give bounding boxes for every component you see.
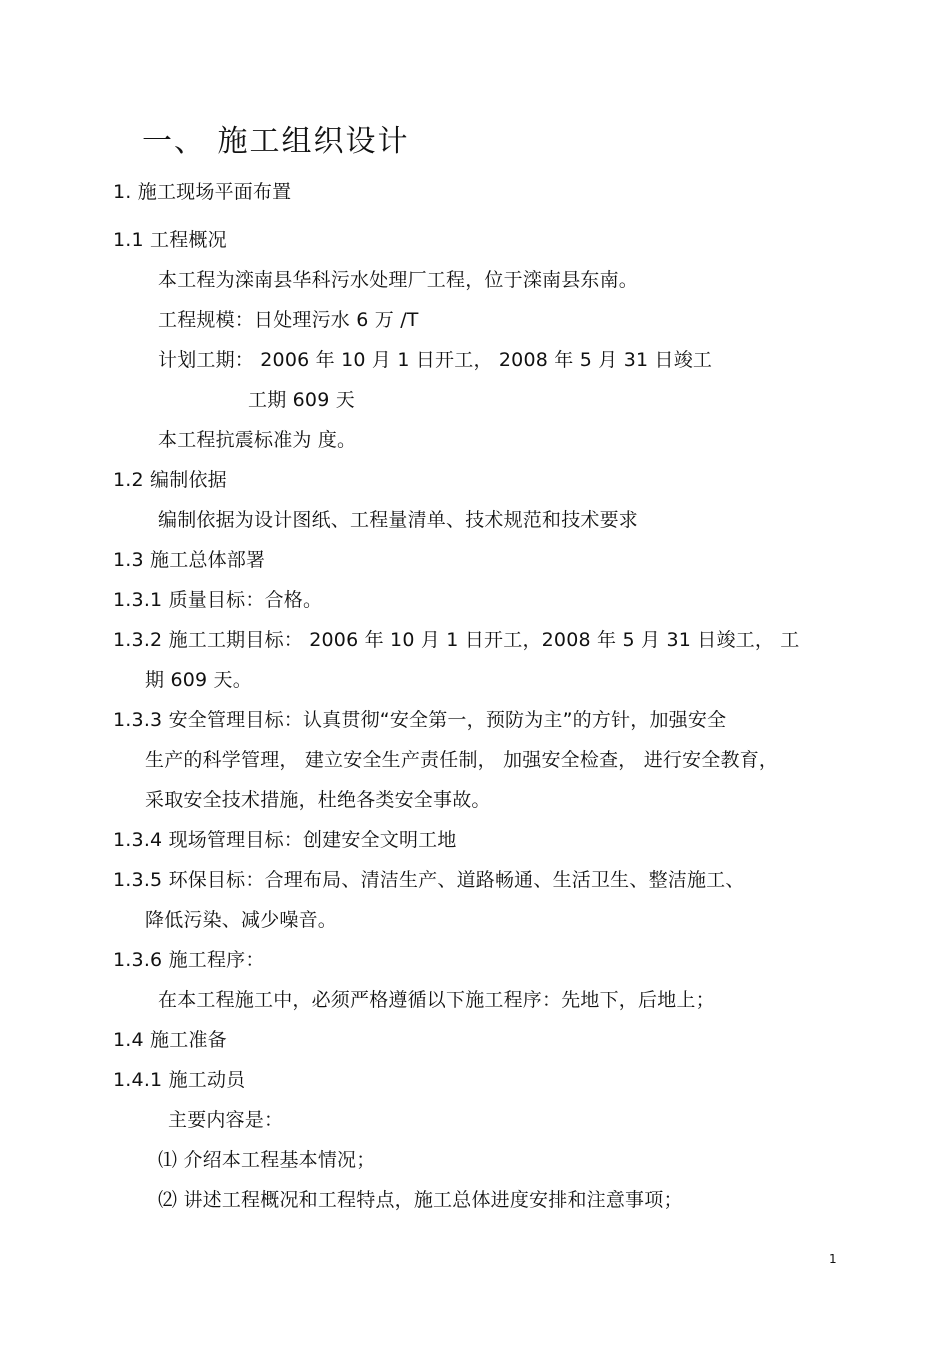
section-title: 一、 施工组织设计 bbox=[142, 124, 410, 159]
list-item: ⑴ 介绍本工程基本情况； bbox=[158, 1149, 376, 1171]
heading-1: 1. 施工现场平面布置 bbox=[113, 181, 292, 203]
item-1-3-2: 1.3.2 施工工期目标： 2006 年 10 月 1 日开工，2008 年 5 月 31 日竣工， 工 bbox=[113, 629, 800, 651]
paragraph-line: 期 609 天。 bbox=[145, 669, 252, 691]
heading-1-4: 1.4 施工准备 bbox=[113, 1029, 227, 1051]
paragraph-line: 在本工程施工中，必须严格遵循以下施工程序：先地下，后地上； bbox=[158, 989, 715, 1011]
item-1-3-1: 1.3.1 质量目标：合格。 bbox=[113, 589, 323, 611]
list-item: ⑵ 讲述工程概况和工程特点，施工总体进度安排和注意事项； bbox=[158, 1189, 683, 1211]
paragraph-line: 计划工期： 2006 年 10 月 1 日开工， 2008 年 5 月 31 日竣工 bbox=[158, 349, 713, 371]
paragraph-line: 本工程抗震标准为 度。 bbox=[158, 429, 357, 451]
item-1-4-1: 1.4.1 施工动员 bbox=[113, 1069, 246, 1091]
paragraph-line: 主要内容是： bbox=[168, 1109, 284, 1131]
item-1-3-3: 1.3.3 安全管理目标：认真贯彻“安全第一，预防为主”的方针，加强安全 bbox=[113, 709, 727, 731]
heading-1-3: 1.3 施工总体部署 bbox=[113, 549, 266, 571]
paragraph-line: 降低污染、减少噪音。 bbox=[145, 909, 338, 931]
paragraph-line: 生产的科学管理， 建立安全生产责任制， 加强安全检查， 进行安全教育， bbox=[145, 749, 779, 771]
paragraph-line: 编制依据为设计图纸、工程量清单、技术规范和技术要求 bbox=[158, 509, 639, 531]
heading-1-1: 1.1 工程概况 bbox=[113, 229, 227, 251]
paragraph-line: 工期 609 天 bbox=[248, 389, 355, 411]
item-1-3-4: 1.3.4 现场管理目标：创建安全文明工地 bbox=[113, 829, 457, 851]
heading-1-2: 1.2 编制依据 bbox=[113, 469, 227, 491]
paragraph-line: 采取安全技术措施，杜绝各类安全事故。 bbox=[145, 789, 491, 811]
item-1-3-5: 1.3.5 环保目标：合理布局、清洁生产、道路畅通、生活卫生、整洁施工、 bbox=[113, 869, 745, 891]
item-1-3-6: 1.3.6 施工程序： bbox=[113, 949, 265, 971]
paragraph-line: 工程规模：日处理污水 6 万 /T bbox=[158, 309, 419, 331]
paragraph-line: 本工程为滦南县华科污水处理厂工程，位于滦南县东南。 bbox=[158, 269, 639, 291]
page-number: 1 bbox=[829, 1252, 837, 1266]
